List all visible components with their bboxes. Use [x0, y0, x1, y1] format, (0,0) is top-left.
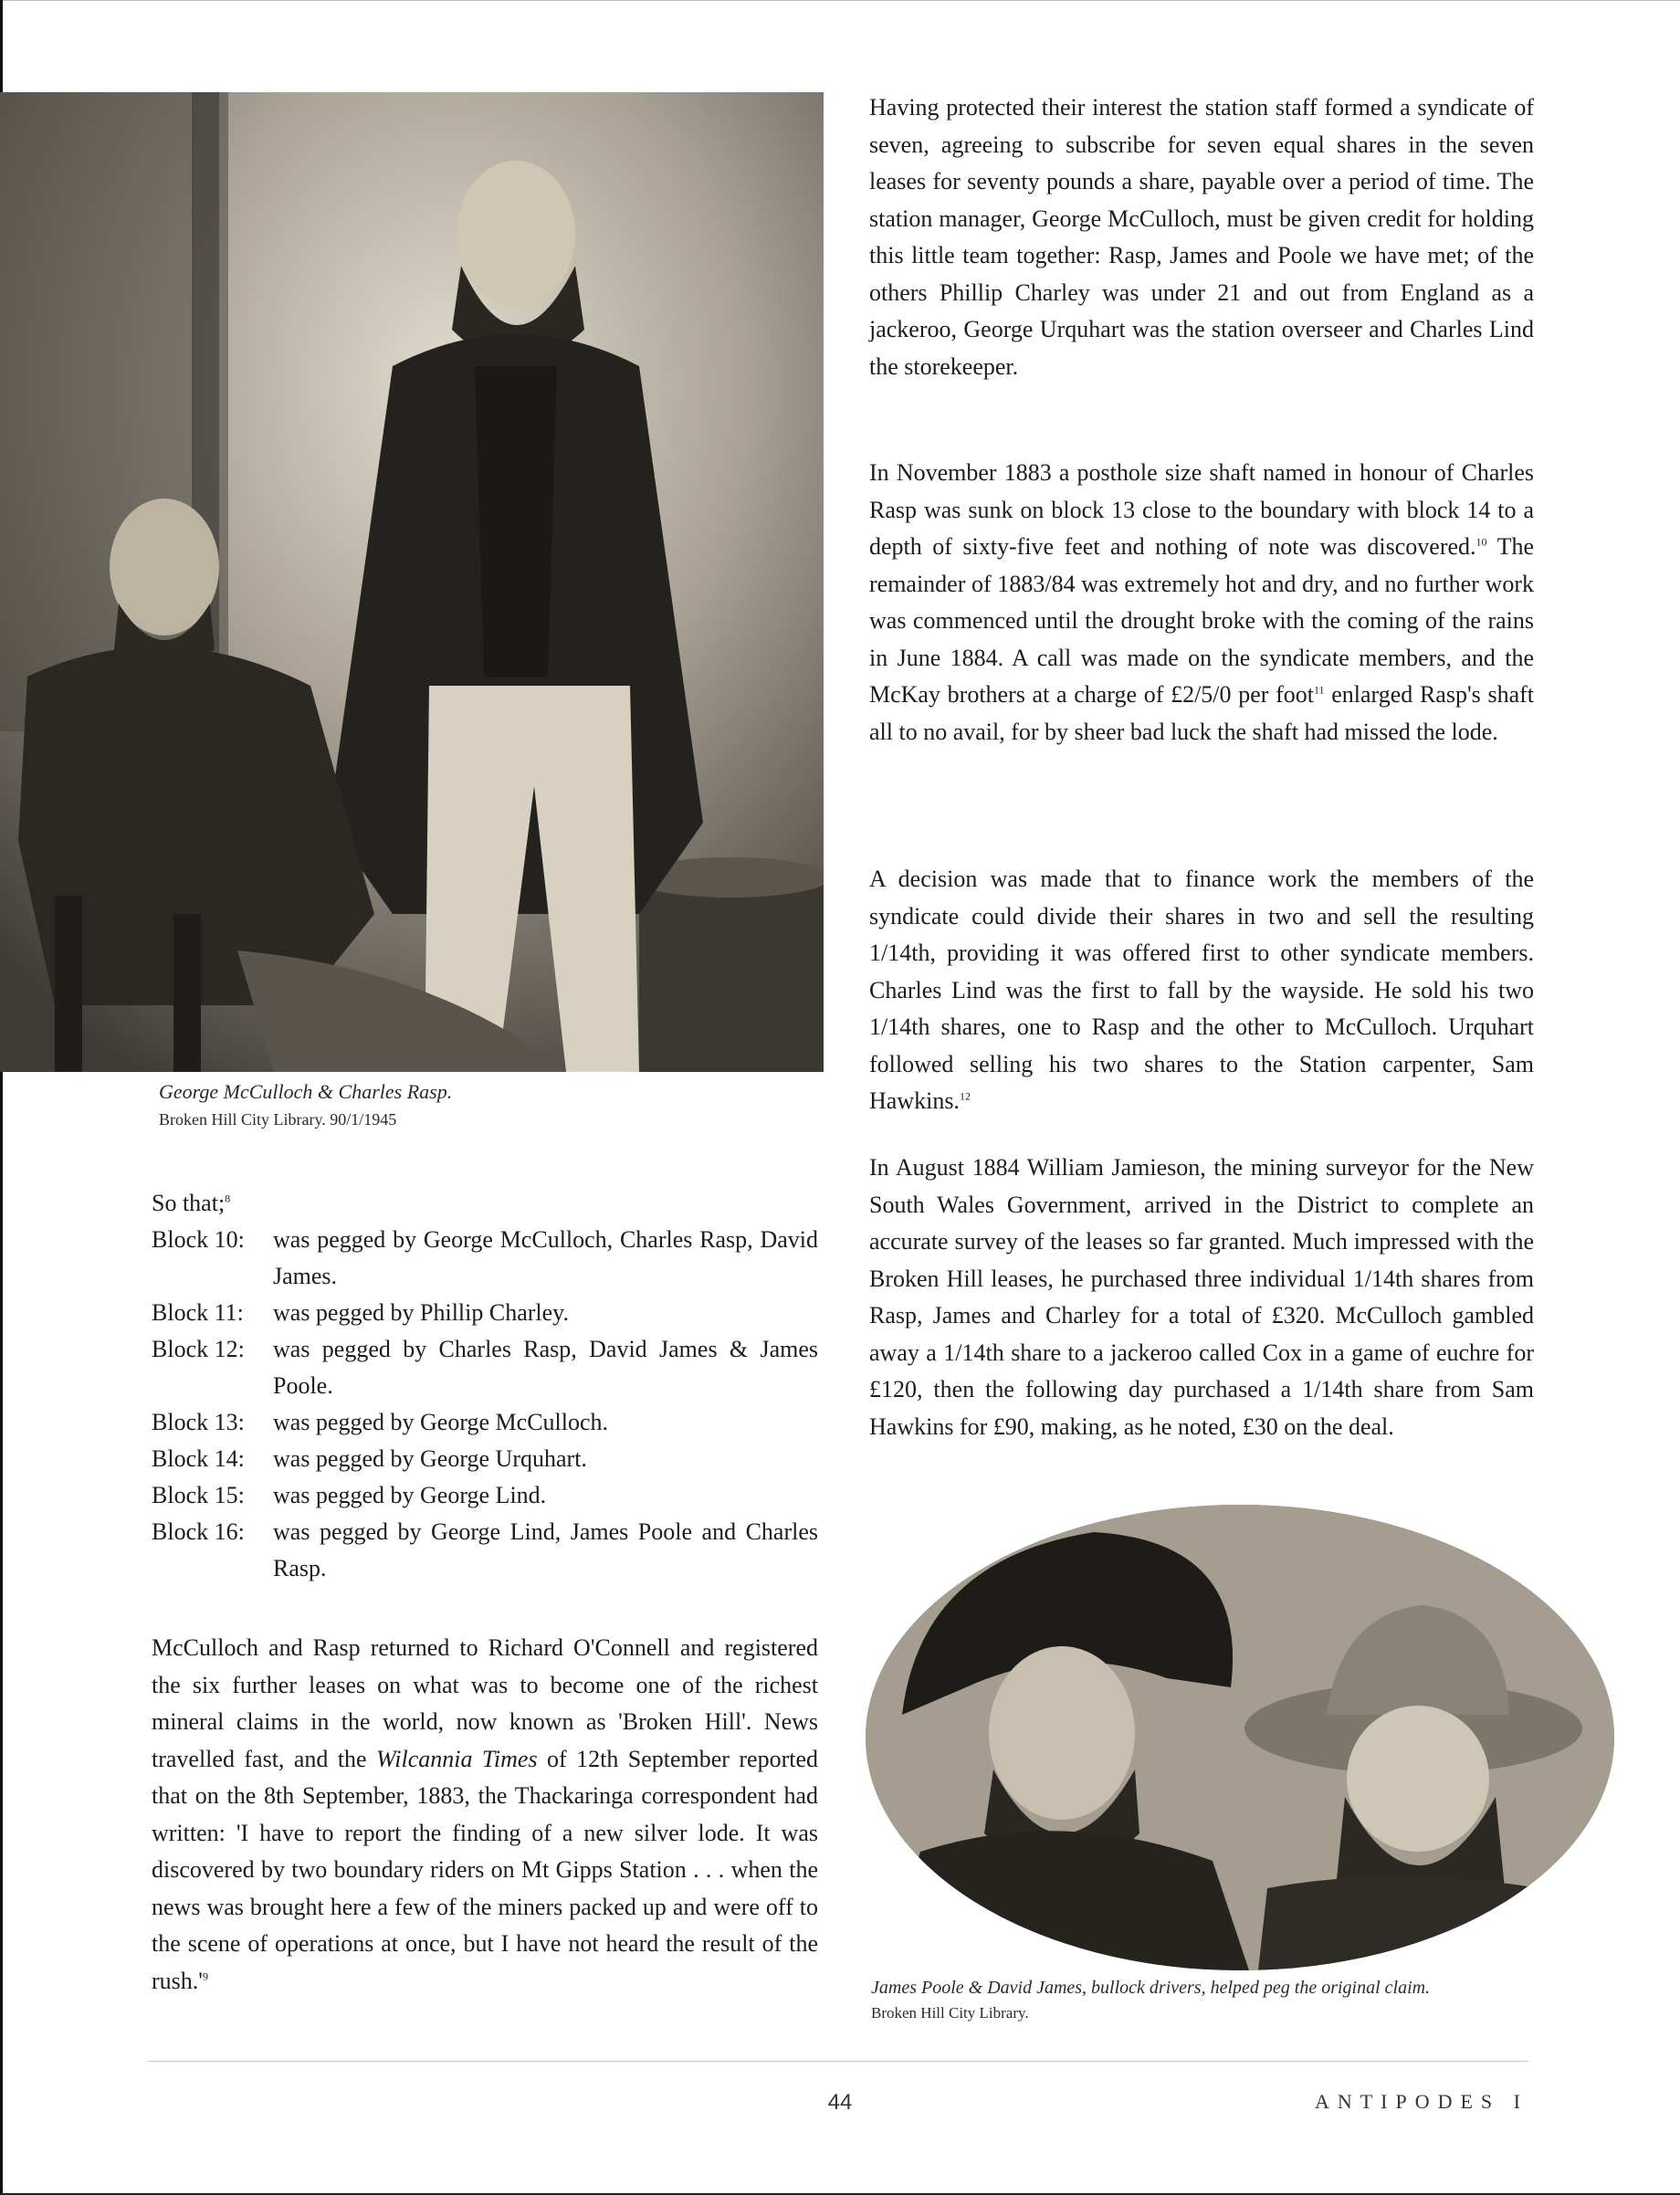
body-paragraph-4: In August 1884 William Jamieson, the mining surveyor for the New South Wales Government, arrived in the District to complete an accurate survey of the leases so far granted. Much impressed with the Broken Hill leases, he purchased three individual 1/14th shares from Rasp, James and Charley for a total of £320. McCulloch gambled away a 1/14th share to a jackeroo called Cox in a game of euchre for £120, then the following day purchased a 1/14th share from Sam Hawkins for £90, making, as he noted, £30 on the deal. [869, 1154, 1534, 1440]
footnote-ref: 10 [1475, 535, 1487, 549]
block-text: was pegged by George Lind, James Poole and Charles Rasp. [273, 1518, 818, 1581]
paragraph-text: enlarged Rasp's shaft all to no avail, for by sheer bad luck the shaft had missed the lode. [869, 681, 1534, 745]
running-title: ANTIPODES I [1314, 2090, 1528, 2113]
paragraph-text: In November 1883 a posthole size shaft named in honour of Charles Rasp was sunk on block 13 close to the boundary with block 14 to a depth of sixty-five feet and nothing of note was discovered. [869, 459, 1534, 560]
block-label: Block 10: [152, 1226, 245, 1253]
footnote-ref: 11 [1313, 683, 1325, 697]
caption-title: James Poole & David James, bullock drivers, helped peg the original claim. [871, 1978, 1431, 1998]
footer-divider [148, 2061, 1528, 2062]
list-item [152, 1514, 818, 1587]
block-text: was pegged by George Urquhart. [273, 1445, 587, 1472]
block-label: Block 12: [152, 1336, 245, 1362]
photo-caption-top [159, 1077, 798, 1132]
caption-credit: Broken Hill City Library. 90/1/1945 [159, 1110, 397, 1129]
portrait-photo-drawing [866, 1505, 1614, 1970]
paragraph-text: of 12th September reported that on the 8th September, 1883, the Thackaringa correspondent had written: 'I have to report the finding of a new silver lode. It was discovered by two boundary riders on Mt Gipps Station . . . when the news was brought here a few of the miners packed up and were off to the scene of operations at once, but I have not heard the result of the rush.' [152, 1745, 819, 1994]
block-label: Block 15: [152, 1482, 245, 1508]
list-item [152, 1404, 818, 1441]
footnote-ref: 12 [959, 1089, 971, 1103]
list-item [152, 1295, 818, 1331]
block-list [152, 1222, 818, 1587]
body-paragraph-3 [869, 861, 1534, 1120]
portrait-photo-drawing [0, 92, 824, 1072]
paragraph-text: The remainder of 1883/84 was extremely hot and dry, and no further work was commenced until the drought broke with the coming of the rains in June 1884. A call was made on the syndicate members, and the McKay brothers at a charge of £2/5/0 per foot [869, 533, 1535, 708]
body-paragraph-left [152, 1630, 818, 2000]
photo-poole-james [866, 1505, 1614, 1970]
page-number: 44 [827, 2090, 853, 2115]
so-that-text: So that; [152, 1190, 226, 1216]
list-item [152, 1331, 818, 1404]
block-label: Block 11: [152, 1299, 244, 1326]
block-list-section [152, 1185, 818, 1587]
so-that-line [152, 1185, 818, 1222]
body-paragraph-1: Having protected their interest the station staff formed a syndicate of seven, agreeing to subscribe for seven equal shares in the seven leases for seventy pounds a share, payable over a period of time. The station manager, George McCulloch, must be given credit for holding this little team together: Rasp, James and Poole we have met; of the others Phillip Charley was under 21 and out from England as a jackeroo, George Urquhart was the station overseer and Charles Lind the storekeeper. [869, 94, 1534, 380]
newspaper-title: Wilcannia Times [376, 1745, 538, 1772]
block-text: was pegged by George Lind. [273, 1482, 547, 1508]
list-item [152, 1441, 818, 1477]
block-label: Block 13: [152, 1409, 245, 1435]
footnote-ref: 9 [202, 1969, 208, 1982]
block-text: was pegged by Charles Rasp, David James & James Poole. [273, 1336, 818, 1399]
caption-credit: Broken Hill City Library. [871, 2004, 1029, 2022]
block-label: Block 16: [152, 1518, 245, 1545]
block-label: Block 14: [152, 1445, 245, 1472]
page-top-edge [0, 0, 1680, 1]
photo-caption-bottom [871, 1974, 1565, 2025]
photo-mcculloch-rasp [0, 92, 824, 1072]
paragraph-text: McCulloch and Rasp returned to Richard O'Connell and registered the six further leases on what was to become one of the richest mineral claims in the world, now known as 'Broken Hill'. News travelled fast, and the [152, 1634, 818, 1772]
block-text: was pegged by Phillip Charley. [273, 1299, 569, 1326]
footnote-ref: 8 [225, 1192, 231, 1205]
block-text: was pegged by George McCulloch. [273, 1409, 609, 1435]
body-paragraph-2 [869, 455, 1534, 751]
list-item [152, 1477, 818, 1514]
block-text: was pegged by George McCulloch, Charles Rasp, David James. [273, 1226, 818, 1289]
paragraph-text: A decision was made that to finance work the members of the syndicate could divide their shares in two and sell the resulting 1/14th, providing it was offered first to other syndicate members. Charles Lind was the first to fall by the wayside. He sold his two 1/14th shares, one to Rasp and the other to McCulloch. Urquhart followed selling his two shares to the Station carpenter, Sam Hawkins. [869, 866, 1534, 1114]
list-item [152, 1222, 818, 1295]
caption-title: George McCulloch & Charles Rasp. [159, 1080, 453, 1103]
